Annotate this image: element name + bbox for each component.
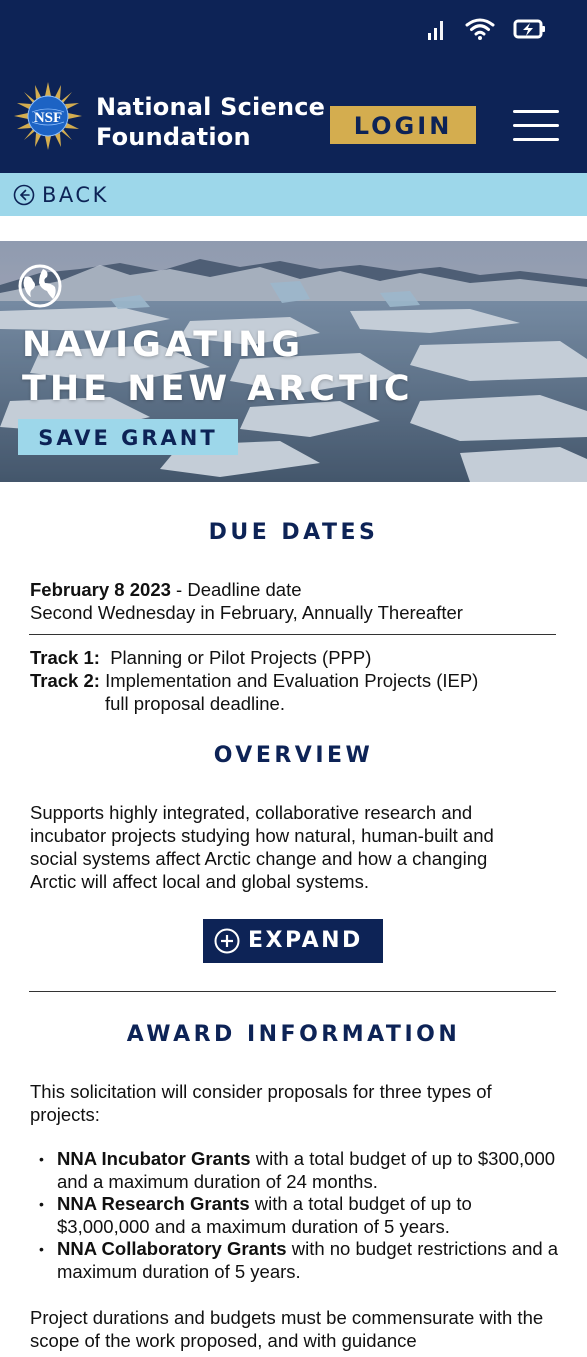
brand-name (96, 92, 325, 152)
award-intro: This solicitation will consider proposals for three types of projects: (30, 1081, 492, 1125)
track-1 (30, 646, 560, 669)
award-footer-text: Project durations and budgets must be commensurate with the scope of the work proposed, and with guidance (30, 1307, 544, 1351)
arrow-left-circle-icon (13, 184, 35, 206)
grant-title (22, 323, 414, 411)
app-header (0, 0, 587, 173)
track-2 (30, 669, 560, 692)
brand-line-2: Foundation (96, 123, 251, 151)
wifi-icon (465, 18, 495, 40)
deadline-block (30, 578, 560, 624)
deadline-recurrence: Second Wednesday in February, Annually Thereafter (30, 602, 463, 623)
track-2-label: Track 2: (30, 670, 100, 691)
award-type-name: NNA Collaboratory Grants (57, 1238, 287, 1259)
battery-charging-icon (513, 18, 547, 40)
award-type-name: NNA Incubator Grants (57, 1148, 251, 1169)
deadline-date: February 8 2023 (30, 579, 171, 600)
plus-circle-icon (214, 928, 240, 954)
track-1-text: Planning or Pilot Projects (PPP) (99, 647, 372, 668)
expand-label: EXPAND (248, 928, 363, 953)
divider (29, 991, 556, 992)
award-type-desc: with a total budget of up to $3,000,000 and a maximum duration of 5 years. (57, 1193, 472, 1237)
divider (29, 634, 556, 635)
list-item (30, 1148, 560, 1193)
signal-icon (427, 18, 447, 40)
award-type-desc: with no budget restrictions and a maximum duration of 5 years. (57, 1238, 559, 1282)
award-type-name: NNA Research Grants (57, 1193, 250, 1214)
track-2-note: full proposal deadline. (105, 693, 285, 714)
login-button[interactable]: LOGIN (330, 106, 476, 144)
status-bar (427, 18, 547, 40)
hero-banner (0, 241, 587, 482)
list-item (30, 1238, 560, 1283)
overview-text: Supports highly integrated, collaborative research and incubator projects studying how natural, human-built and social systems affect Arctic change and how a changing Arctic will affect local and global systems. (30, 802, 494, 892)
save-grant-button[interactable]: SAVE GRANT (18, 419, 238, 455)
list-item (30, 1193, 560, 1238)
track-2-text: Implementation and Evaluation Projects (IEP) (99, 670, 479, 691)
expand-button[interactable] (203, 919, 383, 963)
globe-icon (17, 263, 63, 309)
grant-title-line-2: THE NEW ARCTIC (22, 369, 414, 409)
deadline-line (30, 578, 560, 601)
deadline-label: - Deadline date (170, 579, 302, 600)
brand-line-1: National Science (96, 93, 326, 121)
nsf-logo[interactable] (14, 82, 82, 150)
back-link[interactable] (0, 173, 587, 216)
menu-icon[interactable] (513, 110, 559, 142)
grant-title-line-1: NAVIGATING (22, 325, 305, 365)
tracks-block (30, 646, 560, 715)
award-information-heading: AWARD INFORMATION (126, 1022, 461, 1047)
back-label: BACK (42, 183, 109, 207)
award-type-desc: with a total budget of up to $300,000 and a maximum duration of 24 months. (57, 1148, 556, 1192)
due-dates-heading: DUE DATES (208, 520, 379, 545)
overview-heading: OVERVIEW (213, 743, 374, 768)
award-types-list (30, 1148, 560, 1283)
track-1-label: Track 1: (30, 647, 100, 668)
svg-text:NSF: NSF (33, 110, 63, 126)
